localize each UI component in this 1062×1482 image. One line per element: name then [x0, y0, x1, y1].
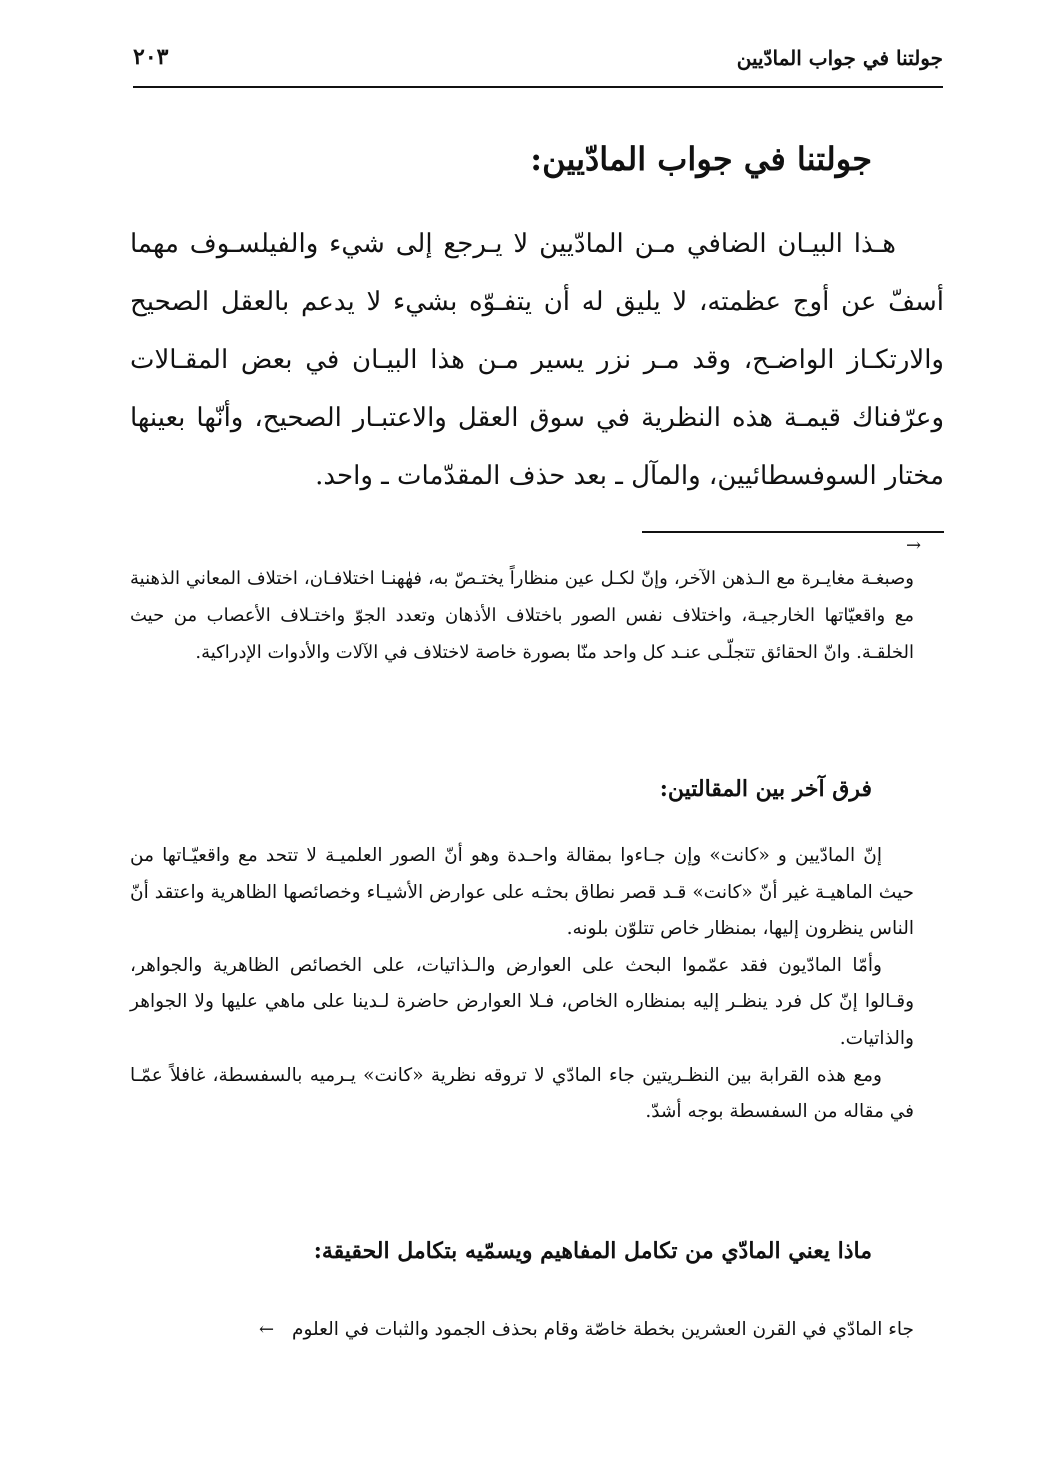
section2-paragraph: إنّ المادّيين و «كانت» وإن جـاءوا بمقالة واحـدة وهو أنّ الصور العلميـة لا تتحد مع واقعيّـاتها من حيث الماهيـة غير أنّ «كانت» قـد قصر نطاق بحثـه على عوارض الأشيـاء وخصائصها الظاهرية واعتقد أنّ الناس ينظرون إليها، بمنظار خاص تتلوّن بلونه.: [130, 845, 914, 940]
section3-body: [120, 1311, 914, 1348]
footnote-rule: [642, 531, 944, 533]
continuation-arrow-icon: ←: [259, 1319, 275, 1340]
section2-body: [130, 838, 914, 1131]
main-paragraph: هـذا البيـان الضافي مـن المادّيين لا يـرجع إلى شيء والفيلسـوف مهما أسفّ عن أوج عظمته، لا يليق له أن يتفـوّه بشيء لا يدعم بالعقل الصحيح والارتكـاز الواضـح، وقد مـر نزر يسير مـن هذا البيـان في بعض المقـالات وعرّفناك قيمـة هذه النظرية في سوق العقل والاعتبـار الصحيح، وأنّها بعينها مختار السوفسطائيين، والمآل ـ بعد حذف المقدّمات ـ واحد.: [130, 229, 944, 491]
footnote: [130, 560, 914, 671]
section2-paragraph: وأمّا المادّيون فقد عمّموا البحث على العوارض والـذاتيات، على الخصائص الظاهرية والجواهر، وقـالوا إنّ كل فرد ينظـر إليه بمنظاره الخاص، فـلا العوارض حاضرة لـدينا على ماهي عليها ولا الجواهر والذاتيات.: [130, 954, 914, 1049]
main-paragraph-block: [130, 215, 944, 505]
running-header: [133, 40, 943, 84]
section2-paragraph: ومع هذه القرابة بين النظـريتين جاء المادّي لا تروقه نظرية «كانت» يـرميه بالسفسطة، غافلاً عمّـا في مقاله من السفسطة بوجه أشدّ.: [130, 1064, 914, 1123]
section3-text: جاء المادّي في القرن العشرين بخطة خاصّة وقام بحذف الجمود والثبات في العلوم: [292, 1319, 914, 1340]
section-title: جولتنا في جواب المادّيين:: [530, 140, 872, 178]
page-number: ٢٠٣: [133, 44, 169, 70]
footnote-continuation-arrow-icon: →: [906, 535, 922, 556]
section3-title: ماذا يعني المادّي من تكامل المفاهيم ويسمّيه بتكامل الحقيقة:: [313, 1238, 872, 1264]
footnote-text: وصبغـة مغايـرة مع الـذهن الآخر، وإنّ لكـل عين منظاراً يختـصّ به، فهٰهنـا اختلافـان، اختلاف المعاني الذهنية مع واقعيّاتها الخارجيـة، واختلاف نفس الصور باختلاف الأذهان وتعدد الجوّ واختـلاف الأعصاب من حيث الخلقـة. وانّ الحقائق تتجلّـى عنـد كل واحد منّا بصورة خاصة لاختلاف في الآلات والأدوات الإدراكية.: [130, 568, 914, 663]
header-rule: [133, 86, 943, 88]
section2-title: فرق آخر بين المقالتين:: [659, 776, 872, 802]
running-title: جولتنا في جواب المادّيين: [736, 46, 943, 70]
